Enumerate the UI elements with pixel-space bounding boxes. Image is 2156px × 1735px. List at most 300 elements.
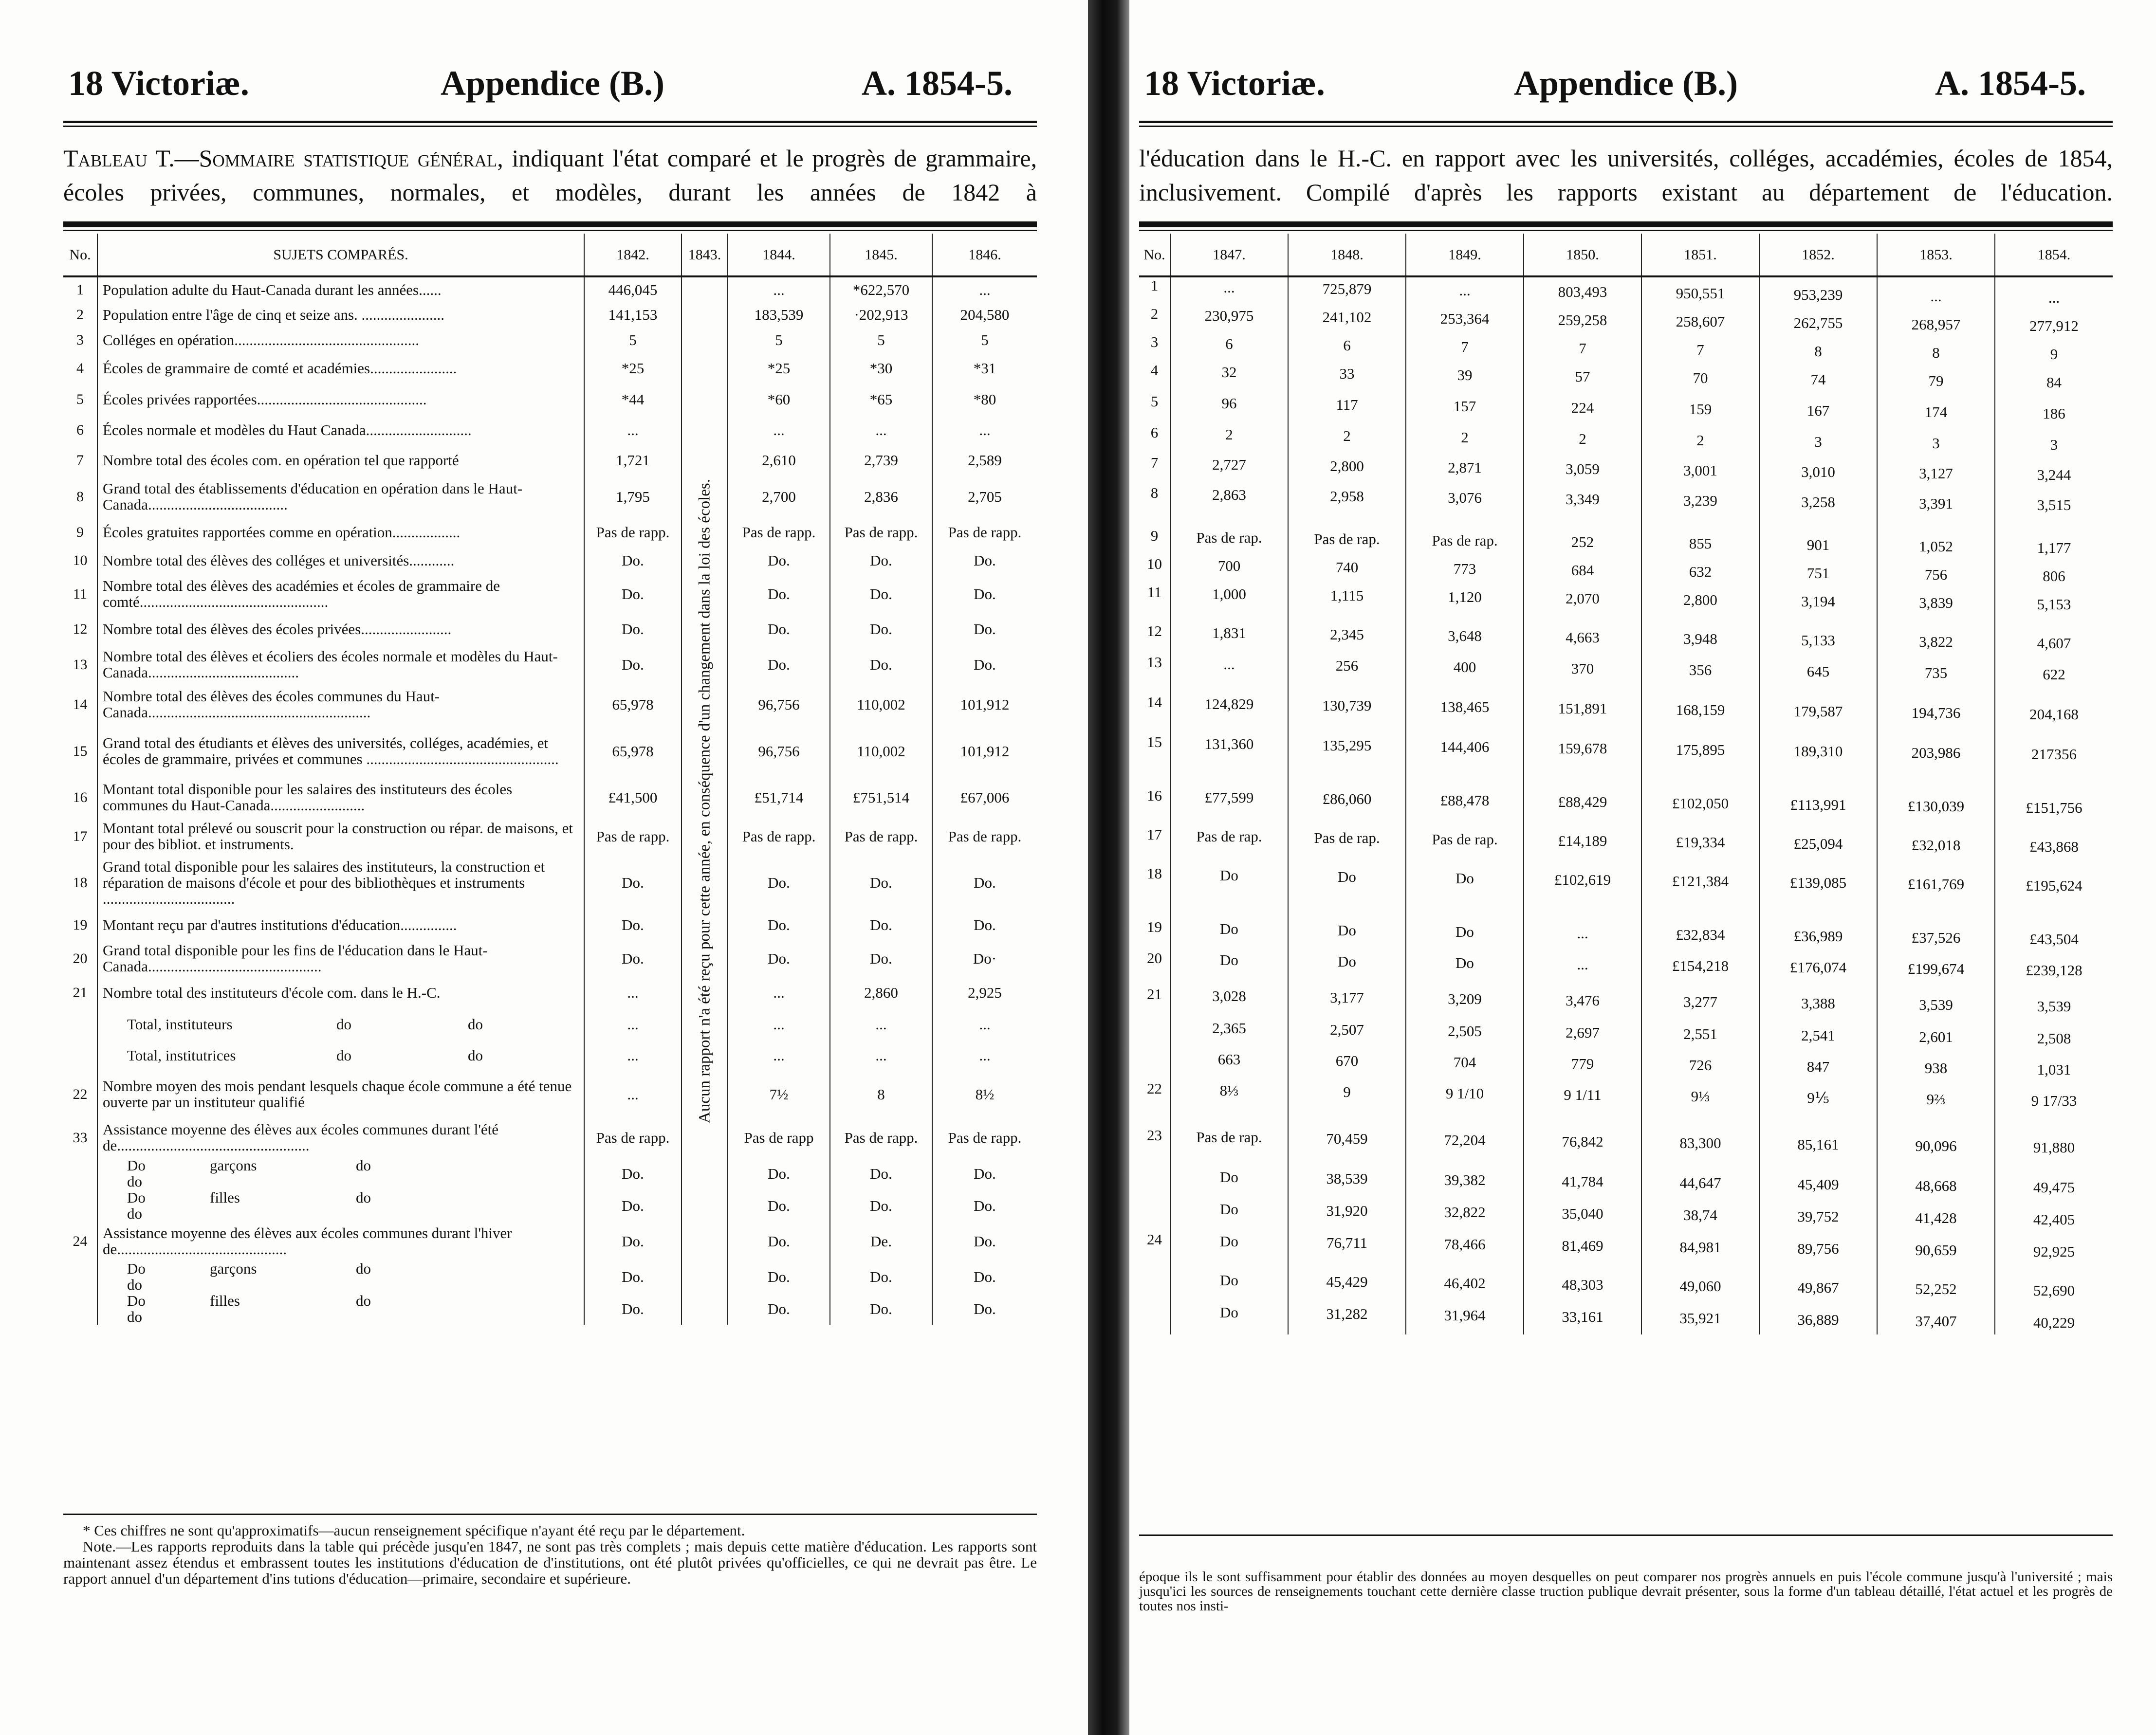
footnote-star: * Ces chiffres ne sont qu'approximatifs—aucun renseignement spécifique n'ayant été reçu par le département. [83,1522,745,1539]
value-1851: £19,334 [1641,826,1759,865]
value-1846: 2,705 [932,475,1037,518]
value-1853: 268,957 [1877,306,1995,334]
table-row [63,1117,1037,1157]
value-1850: 2 [1524,424,1641,455]
value-1852: 901 [1759,528,1877,556]
row-number [63,1008,97,1040]
value-1847: 8⅓ [1170,1080,1288,1127]
page-header [0,63,1088,117]
row-subject-part: filles [210,1292,240,1309]
value-1851: 44,647 [1641,1167,1759,1199]
value-1850: 224 [1524,393,1641,424]
value-1847: Do [1170,1167,1288,1199]
value-1848: 2,507 [1288,1018,1406,1049]
value-1844: 2,700 [728,475,830,518]
value-1848: 1,115 [1288,584,1406,623]
row-number: 4 [1150,362,1159,379]
row-subject: Montant total disponible pour les salaires des instituteurs des écoles communes du Haut-Canada......................... [97,778,584,817]
value-1846: Do. [932,546,1037,574]
row-number: 5 [76,391,84,407]
value-1847: ... [1170,276,1288,306]
value-1846: Do. [932,1189,1037,1222]
row-number: 16 [1147,787,1162,804]
value-1842: Do. [584,644,682,684]
value-1849: 3,209 [1406,986,1524,1018]
value-1850: 3,349 [1524,485,1641,528]
table-row [1139,584,2113,623]
row-number: 8 [1150,484,1159,501]
value-1853: 3,127 [1877,455,1995,485]
header-center: Appendice (B.) [441,64,665,103]
row-subject: Grand total des établissements d'éducation en opération dans le Haut-Canada..................................... [97,475,584,518]
table-row [63,1260,1037,1293]
row-subject [97,1040,584,1071]
row-number: 2 [1150,305,1159,322]
value-1846: Do. [932,856,1037,909]
value-1850: 48,303 [1524,1270,1641,1302]
value-1854: 5,153 [1995,584,2113,623]
table-row [1139,694,2113,734]
row-subject: Écoles privées rapportées............................................. [97,384,584,415]
value-1844: ... [728,1040,830,1071]
value-1847: Do [1170,1270,1288,1302]
value-1851: 35,921 [1641,1302,1759,1334]
value-1851: 7 [1641,334,1759,362]
value-1851: 632 [1641,556,1759,584]
row-subject-part: do [127,1205,142,1222]
value-1845: Do. [830,1293,932,1325]
row-subject: Écoles de grammaire de comté et académies....................... [97,352,584,384]
table-row [1139,485,2113,528]
table-row [63,327,1037,352]
table-row [63,684,1037,724]
value-1845: Do. [830,909,932,940]
value-1853: 79 [1877,362,1995,393]
value-1848: 33 [1288,362,1406,393]
value-1845: Do. [830,1189,932,1222]
row-subject: Grand total disponible pour les salaires des instituteurs, la construction et réparation de maisons d'école et pour des bibliothèques et instruments ................................... [97,856,584,909]
col-1844: 1844. [728,234,830,276]
row-number [63,1260,97,1293]
row-subject: Grand total des étudiants et élèves des universités, colléges, académies, et écoles de grammaire, privées et communes ................................................... [97,724,584,778]
value-1850: 41,784 [1524,1167,1641,1199]
value-1853: 9⅔ [1877,1080,1995,1127]
value-1842: Pas de rapp. [584,1117,682,1157]
value-1847: 2 [1170,424,1288,455]
value-1842: 5 [584,327,682,352]
value-1847: ... [1170,654,1288,694]
value-1852: £176,074 [1759,950,1877,986]
value-1846: *31 [932,352,1037,384]
value-1850: 803,493 [1524,276,1641,306]
row-number: 6 [1150,424,1159,441]
value-1844: Do. [728,1189,830,1222]
value-1846: ... [932,1040,1037,1071]
value-1846: Pas de rapp. [932,1117,1037,1157]
value-1851: 2,800 [1641,584,1759,623]
table-row [63,778,1037,817]
header-left: 18 Victoriæ. [68,64,249,103]
value-1848: Pas de rap. [1288,826,1406,865]
value-1854: 217356 [1995,734,2113,787]
row-subject: Population entre l'âge de cinq et seize ans. ...................... [97,302,584,327]
col-1845: 1845. [830,234,932,276]
value-1852: 74 [1759,362,1877,393]
value-1849: ... [1406,276,1524,306]
value-1852: £25,094 [1759,826,1877,865]
row-subject: Montant reçu par d'autres institutions d'éducation............... [97,909,584,940]
table-row [1139,865,2113,919]
value-1846: Do· [932,940,1037,976]
row-number: 19 [73,916,88,933]
table-row [1139,1302,2113,1334]
table-row [1139,306,2113,334]
value-1845: 110,002 [830,724,932,778]
value-1846: ... [932,1008,1037,1040]
col-1851: 1851. [1641,234,1759,276]
row-subject: Écoles gratuites rapportées comme en opération.................. [97,518,584,546]
row-number [63,1157,97,1189]
value-1852: 3,010 [1759,455,1877,485]
value-1852: £139,085 [1759,865,1877,919]
value-1849: 3,648 [1406,623,1524,654]
table-row [1139,528,2113,556]
value-1848: 9 [1288,1080,1406,1127]
value-1850: 57 [1524,362,1641,393]
col-1853: 1853. [1877,234,1995,276]
row-subject-part: garçons [210,1157,257,1174]
value-1854: 92,925 [1995,1231,2113,1270]
table-row [63,1071,1037,1117]
value-1850: 33,161 [1524,1302,1641,1334]
value-1848: Do [1288,919,1406,950]
value-1850: 4,663 [1524,623,1641,654]
value-1842: Pas de rapp. [584,518,682,546]
value-1854: 9 [1995,334,2113,362]
value-1849: 78,466 [1406,1231,1524,1270]
value-1853: 8 [1877,334,1995,362]
value-1853: 3 [1877,424,1995,455]
row-number: 21 [73,984,88,1001]
table-row [63,909,1037,940]
value-1854: 186 [1995,393,2113,424]
value-1848: 6 [1288,334,1406,362]
row-subject-part: Total, instituteurs [127,1015,233,1033]
value-1848: 725,879 [1288,276,1406,306]
table-row [1139,1231,2113,1270]
value-1845: ·202,913 [830,302,932,327]
value-1853: 1,052 [1877,528,1995,556]
value-1846: Do. [932,909,1037,940]
value-1854: 1,031 [1995,1049,2113,1080]
table-row [63,415,1037,445]
col-subject: SUJETS COMPARÉS. [97,234,584,276]
value-1850: 684 [1524,556,1641,584]
value-1850: 2,697 [1524,1018,1641,1049]
value-1854: 3,244 [1995,455,2113,485]
value-1844: 5 [728,327,830,352]
value-1844: Do. [728,574,830,613]
row-subject-part: garçons [210,1260,257,1277]
value-1849: 3,076 [1406,485,1524,528]
value-1847: Do [1170,865,1288,919]
table-row [63,574,1037,613]
value-1845: Pas de rapp. [830,518,932,546]
value-1849: 144,406 [1406,734,1524,787]
value-1845: 2,836 [830,475,932,518]
value-1853: £37,526 [1877,919,1995,950]
table-row [63,352,1037,384]
value-1846: 5 [932,327,1037,352]
table-row [63,1189,1037,1222]
value-1848: 31,920 [1288,1199,1406,1231]
table-row [1139,826,2113,865]
value-1847: Do [1170,950,1288,986]
table-row [63,445,1037,475]
value-1851: 855 [1641,528,1759,556]
row-number: 11 [1147,584,1162,601]
value-1853: 90,096 [1877,1127,1995,1167]
table-row [1139,1270,2113,1302]
value-1842: Do. [584,1189,682,1222]
value-1852: 3,258 [1759,485,1877,528]
value-1850: 3,059 [1524,455,1641,485]
value-1850: ... [1524,919,1641,950]
value-1853: 194,736 [1877,694,1995,734]
value-1845: Pas de rapp. [830,1117,932,1157]
value-1847: Pas de rap. [1170,528,1288,556]
value-1842: 65,978 [584,724,682,778]
value-1846: Do. [932,613,1037,644]
row-subject: Nombre total des élèves des écoles privées........................ [97,613,584,644]
value-1847: 700 [1170,556,1288,584]
row-number: 17 [73,828,88,844]
row-subject: Nombre moyen des mois pendant lesquels chaque école commune a été tenue ouverte par un instituteur qualifié [97,1071,584,1117]
value-1848: 2,958 [1288,485,1406,528]
value-1849: 7 [1406,334,1524,362]
value-1844: Do. [728,613,830,644]
value-1848: 2,800 [1288,455,1406,485]
value-1844: Do. [728,1293,830,1325]
row-subject: Nombre total des élèves des académies et écoles de grammaire de comté.................................................. [97,574,584,613]
value-1846: 2,589 [932,445,1037,475]
value-1851: 726 [1641,1049,1759,1080]
value-1845: Pas de rapp. [830,817,932,856]
footnote-continued: époque ils le sont suffisamment pour établir des données au moyen desquelles on peut comparer nos progrès annuels en puis l'école commune jusqu'à l'université ; mais jusqu'ici les sources de renseignements touchant cette dernière classe truction publique devrait présenter, sous la forme d'un tableau détaillé, l'état actuel et les progrès de toutes nos insti- [1139,1569,2113,1614]
value-1853: £32,018 [1877,826,1995,865]
table-row [1139,556,2113,584]
value-1852: 847 [1759,1049,1877,1080]
row-subject-part: Do [127,1189,146,1206]
value-1851: 3,239 [1641,485,1759,528]
value-1852: 3,388 [1759,986,1877,1018]
value-1854: 277,912 [1995,306,2113,334]
value-1845: ... [830,1008,932,1040]
row-subject [97,1260,584,1293]
value-1848: 3,177 [1288,986,1406,1018]
value-1853: £130,039 [1877,787,1995,826]
row-number: 7 [76,452,84,468]
value-1842: £41,500 [584,778,682,817]
value-1852: 49,867 [1759,1270,1877,1302]
row-number [1139,1018,1170,1049]
value-1847: Do [1170,1302,1288,1334]
value-1845: ... [830,1040,932,1071]
table-row [63,1040,1037,1071]
value-1850: 151,891 [1524,694,1641,734]
value-1850: 252 [1524,528,1641,556]
row-subject-part: Do [127,1260,146,1277]
row-subject-part: do [127,1276,142,1293]
value-1854: £151,756 [1995,787,2113,826]
col-1846: 1846. [932,234,1037,276]
value-1854: 9 17/33 [1995,1080,2113,1127]
table-row [1139,362,2113,393]
value-1846: £67,006 [932,778,1037,817]
value-1853: £161,769 [1877,865,1995,919]
value-1851: 168,159 [1641,694,1759,734]
value-1852: 85,161 [1759,1127,1877,1167]
value-1842: ... [584,1008,682,1040]
value-1842: Do. [584,940,682,976]
table-row [63,1293,1037,1325]
value-1849: 157 [1406,393,1524,424]
value-1847: 1,000 [1170,584,1288,623]
value-1847: £77,599 [1170,787,1288,826]
row-subject-part: do [468,1046,483,1064]
row-number [1139,1270,1170,1302]
value-1844: Do. [728,909,830,940]
value-1850: 370 [1524,654,1641,694]
vertical-note: Aucun rapport n'a été reçu pour cette année, en conséquence d'un changement dans la loi des écoles. [696,479,713,1123]
value-1842: Do. [584,1260,682,1293]
value-1847: Do [1170,919,1288,950]
value-1842: Do. [584,909,682,940]
book-gutter [1088,0,1129,1735]
value-1846: 2,925 [932,976,1037,1008]
value-1845: 2,860 [830,976,932,1008]
value-1849: 400 [1406,654,1524,694]
col-1850: 1850. [1524,234,1641,276]
value-1844: Do. [728,644,830,684]
row-number: 22 [1147,1080,1162,1097]
value-1847: 124,829 [1170,694,1288,734]
col-1842: 1842. [584,234,682,276]
value-1849: 773 [1406,556,1524,584]
value-1854: £43,868 [1995,826,2113,865]
value-1851: 9⅓ [1641,1080,1759,1127]
value-1847: 2,365 [1170,1018,1288,1049]
value-1852: 189,310 [1759,734,1877,787]
value-1842: Do. [584,1157,682,1189]
value-1848: 76,711 [1288,1231,1406,1270]
table-row [1139,950,2113,986]
value-1845: Do. [830,856,932,909]
row-subject: Colléges en opération................................................. [97,327,584,352]
value-1845: *65 [830,384,932,415]
value-1850: 159,678 [1524,734,1641,787]
value-1849: 9 1/10 [1406,1080,1524,1127]
value-1850: £102,619 [1524,865,1641,919]
value-1849: 2 [1406,424,1524,455]
row-subject-part: Total, institutrices [127,1046,236,1064]
value-1849: 1,120 [1406,584,1524,623]
table-row [63,302,1037,327]
table-row [1139,1167,2113,1199]
value-1847: Do [1170,1231,1288,1270]
value-1851: 84,981 [1641,1231,1759,1270]
row-number: 12 [1147,622,1162,639]
row-subject: Nombre total des écoles com. en opération tel que rapporté [97,445,584,475]
right-page [1129,0,2156,1735]
value-1852: 3 [1759,424,1877,455]
value-1851: 70 [1641,362,1759,393]
value-1845: Do. [830,940,932,976]
value-1851: 3,001 [1641,455,1759,485]
value-1846: Do. [932,1222,1037,1260]
value-1852: £113,991 [1759,787,1877,826]
value-1842: 1,721 [584,445,682,475]
row-subject: Population adulte du Haut-Canada durant les années...... [97,276,584,302]
value-1848: 2,345 [1288,623,1406,654]
value-1846: Do. [932,1157,1037,1189]
row-subject-part: filles [210,1189,240,1206]
value-1845: 8 [830,1071,932,1117]
value-1852: 9⅕ [1759,1080,1877,1127]
value-1853: ... [1877,276,1995,306]
row-number: 7 [1150,454,1159,471]
value-1853: 756 [1877,556,1995,584]
table-row [63,475,1037,518]
value-1842: Do. [584,856,682,909]
row-subject: Nombre total des instituteurs d'école com. dans le H.-C. [97,976,584,1008]
value-1851: £154,218 [1641,950,1759,986]
value-1847: 6 [1170,334,1288,362]
value-1849: Do [1406,950,1524,986]
footnotes [63,1522,1037,1587]
value-1854: 204,168 [1995,694,2113,734]
value-1849: 72,204 [1406,1127,1524,1167]
value-1845: Do. [830,1157,932,1189]
table-row [1139,1080,2113,1127]
value-1844: ... [728,1008,830,1040]
value-1850: £88,429 [1524,787,1641,826]
row-number: 17 [1147,826,1162,843]
value-1848: 31,282 [1288,1302,1406,1334]
right-table [1139,234,2113,1334]
value-1844: 96,756 [728,684,830,724]
row-subject-part: do [127,1173,142,1190]
value-1854: 40,229 [1995,1302,2113,1334]
row-number [1139,1167,1170,1199]
col-no: No. [63,234,97,276]
value-1849: 2,505 [1406,1018,1524,1049]
vertical-note-cell [682,276,728,1325]
table-row [63,613,1037,644]
row-number: 15 [73,743,88,759]
value-1842: Do. [584,1293,682,1325]
value-1846: 101,912 [932,684,1037,724]
value-1853: 90,659 [1877,1231,1995,1270]
value-1853: 938 [1877,1049,1995,1080]
value-1852: 751 [1759,556,1877,584]
value-1844: Do. [728,856,830,909]
value-1844: 183,539 [728,302,830,327]
value-1849: Do [1406,865,1524,919]
value-1850: 76,842 [1524,1127,1641,1167]
value-1842: *44 [584,384,682,415]
value-1853: 174 [1877,393,1995,424]
